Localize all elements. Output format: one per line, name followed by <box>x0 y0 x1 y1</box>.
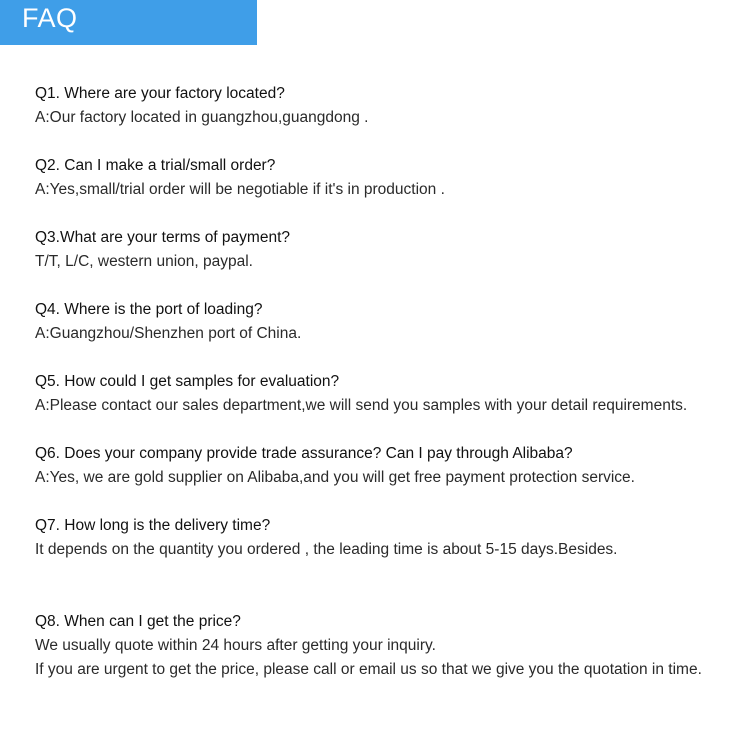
faq-question: Q4. Where is the port of loading? <box>35 301 263 318</box>
faq-answer: A:Our factory located in guangzhou,guangdong . <box>35 109 369 126</box>
faq-header-banner <box>0 0 257 45</box>
faq-answer: A:Yes, we are gold supplier on Alibaba,and you will get free payment protection service. <box>35 469 635 486</box>
faq-item-1 <box>35 82 735 130</box>
faq-question: Q3.What are your terms of payment? <box>35 229 290 246</box>
faq-item-8 <box>35 610 735 682</box>
faq-question: Q8. When can I get the price? <box>35 613 241 630</box>
faq-question: Q5. How could I get samples for evaluation? <box>35 373 340 390</box>
faq-answer: If you are urgent to get the price, please call or email us so that we give you the quotation in time. <box>35 661 702 678</box>
faq-item-6 <box>35 442 735 490</box>
faq-question: Q6. Does your company provide trade assurance? Can I pay through Alibaba? <box>35 445 573 462</box>
faq-question: Q2. Can I make a trial/small order? <box>35 157 276 174</box>
faq-answer: A:Yes,small/trial order will be negotiable if it's in production . <box>35 181 445 198</box>
faq-item-5 <box>35 370 735 418</box>
faq-item-7 <box>35 514 735 562</box>
faq-item-2 <box>35 154 735 202</box>
page-title: FAQ <box>22 3 78 33</box>
faq-answer: A:Please contact our sales department,we will send you samples with your detail requirements. <box>35 397 688 414</box>
faq-item-3 <box>35 226 735 274</box>
faq-answer: It depends on the quantity you ordered , the leading time is about 5-15 days.Besides. <box>35 541 618 558</box>
faq-answer: T/T, L/C, western union, paypal. <box>35 253 253 270</box>
faq-answer: A:Guangzhou/Shenzhen port of China. <box>35 325 302 342</box>
faq-question: Q1. Where are your factory located? <box>35 85 285 102</box>
faq-question: Q7. How long is the delivery time? <box>35 517 271 534</box>
faq-answer: We usually quote within 24 hours after getting your inquiry. <box>35 637 436 654</box>
faq-item-4 <box>35 298 735 346</box>
